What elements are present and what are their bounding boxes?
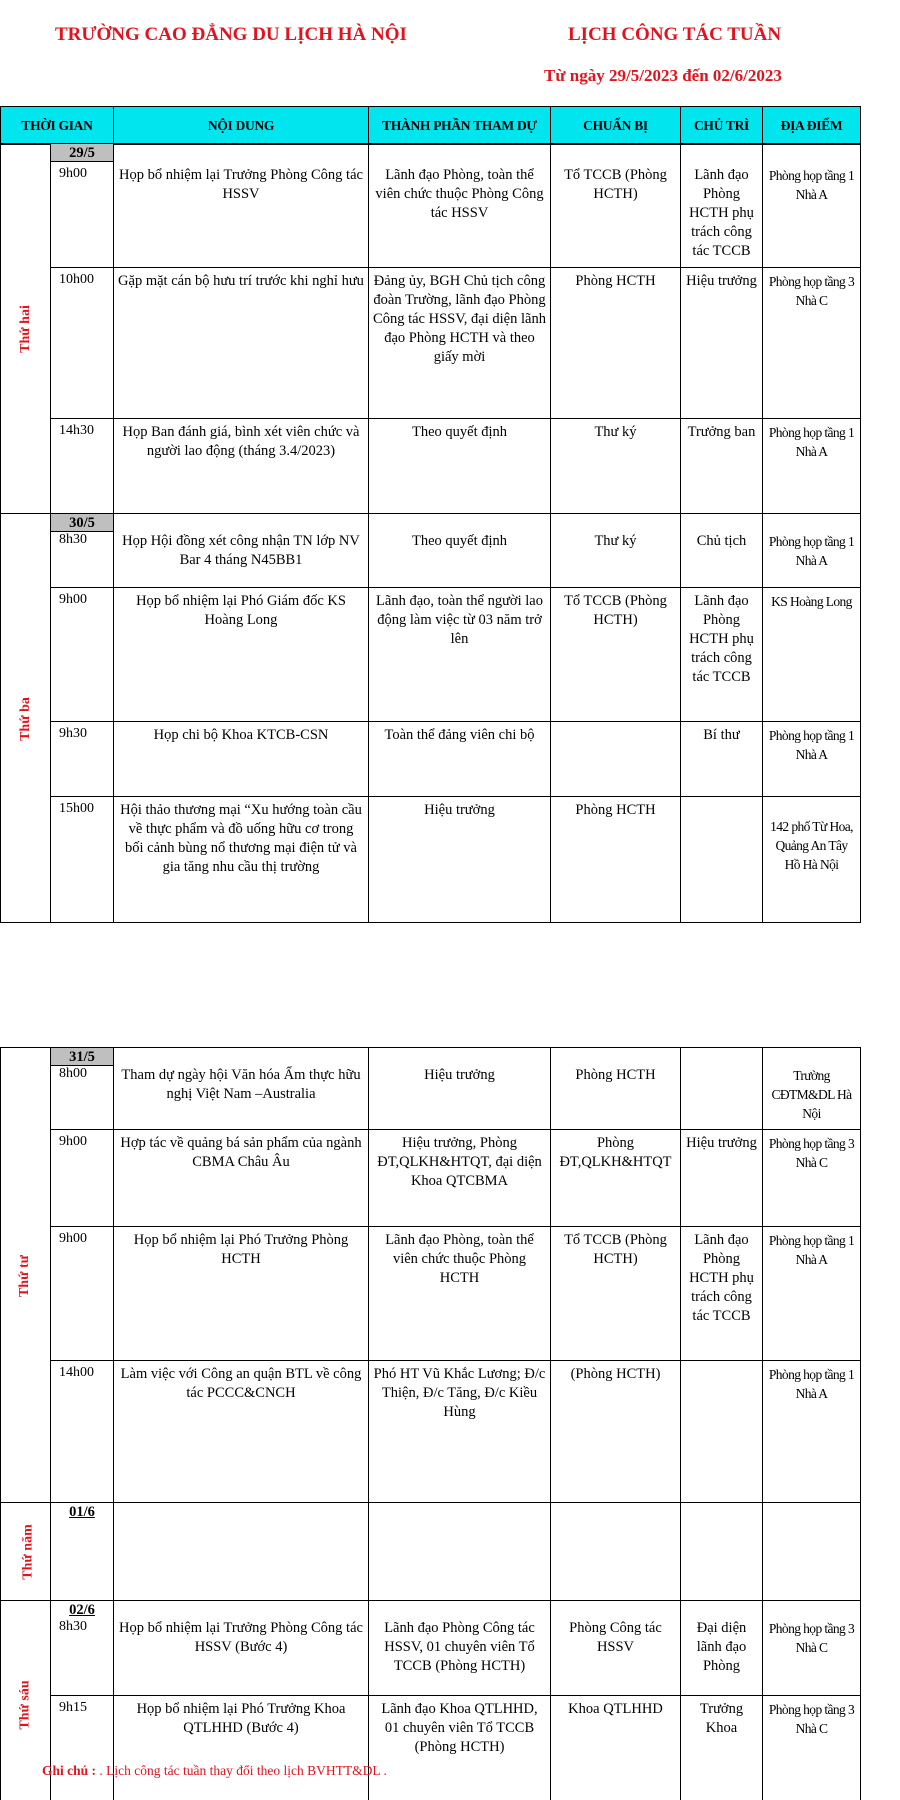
column-header-content: NỘI DUNG	[114, 107, 369, 145]
event-content: Họp chi bộ Khoa KTCB-CSN	[114, 722, 369, 797]
schedule-table-part-1	[0, 106, 861, 145]
date-tag: 31/5	[51, 1048, 113, 1066]
event-preparation: Phòng ĐT,QLKH&HTQT	[551, 1130, 681, 1227]
day-cell-monday	[1, 144, 51, 514]
event-chair: Bí thư	[681, 722, 763, 797]
event-chair	[681, 797, 763, 923]
time-cell	[51, 419, 114, 514]
time-cell	[51, 1048, 114, 1130]
document-title: LỊCH CÔNG TÁC TUẦN	[568, 24, 782, 45]
event-chair: Hiệu trưởng	[681, 268, 763, 419]
event-location: KS Hoàng Long	[763, 588, 861, 722]
time-cell	[51, 588, 114, 722]
table-row	[1, 268, 861, 419]
event-time: 9h00	[59, 1134, 87, 1149]
day-cell-tuesday	[1, 514, 51, 923]
day-cell-wednesday	[1, 1048, 51, 1503]
event-time: 14h00	[59, 1365, 94, 1380]
event-location: Trường CĐTM&DL Hà Nội	[763, 1048, 861, 1130]
event-content: Gặp mặt cán bộ hưu trí trước khi nghỉ hưu	[114, 268, 369, 419]
event-location: Phòng họp tầng 1 Nhà A	[763, 419, 861, 514]
table-row	[1, 797, 861, 923]
event-content: Họp Hội đồng xét công nhận TN lớp NV Bar 4 tháng N45BB1	[114, 514, 369, 588]
time-cell	[51, 1361, 114, 1503]
event-preparation: Phòng HCTH	[551, 268, 681, 419]
event-time: 9h15	[59, 1700, 87, 1715]
table-row	[1, 514, 861, 588]
event-participants: Hiệu trưởng	[369, 1048, 551, 1130]
event-chair: Lãnh đạo Phòng HCTH phụ trách công tác TCCB	[681, 144, 763, 268]
time-cell	[51, 144, 114, 268]
event-participants: Hiệu trưởng	[369, 797, 551, 923]
event-participants: Lãnh đạo, toàn thể người lao động làm việc từ 03 năm trở lên	[369, 588, 551, 722]
time-cell	[51, 722, 114, 797]
event-time: 9h00	[59, 166, 87, 181]
event-chair: Trưởng Khoa	[681, 1696, 763, 1800]
event-participants: Đảng ủy, BGH Chủ tịch công đoàn Trường, lãnh đạo Phòng Công tác HSSV, đại diện lãnh đạo Phòng HCTH và theo giấy mời	[369, 268, 551, 419]
event-content: Hợp tác về quảng bá sản phẩm của ngành CBMA Châu Âu	[114, 1130, 369, 1227]
day-cell-thursday	[1, 1503, 51, 1601]
table-row	[1, 1048, 861, 1130]
table-row	[1, 588, 861, 722]
event-content: Họp bổ nhiệm lại Trưởng Phòng Công tác HSSV	[114, 144, 369, 268]
event-location: Phòng họp tầng 1 Nhà A	[763, 722, 861, 797]
time-cell	[51, 268, 114, 419]
event-content: Hội thảo thương mại “Xu hướng toàn cầu về thực phẩm và đồ uống hữu cơ trong bối cảnh bùng nổ thương mại điện tử và gia tăng nhu cầu thị trường	[114, 797, 369, 923]
event-chair	[681, 1048, 763, 1130]
time-cell	[51, 1227, 114, 1361]
day-label: Thứ sáu	[17, 1680, 33, 1730]
event-content: Tham dự ngày hội Văn hóa Ẩm thực hữu nghị Việt Nam –Australia	[114, 1048, 369, 1130]
table-row	[1, 1361, 861, 1503]
page-header	[0, 0, 900, 100]
column-header-time: THỜI GIAN	[1, 107, 114, 145]
event-content: Họp bổ nhiệm lại Phó Trưởng Phòng HCTH	[114, 1227, 369, 1361]
event-participants: Theo quyết định	[369, 419, 551, 514]
date-tag: 02/6	[69, 1602, 95, 1618]
event-content: Họp bổ nhiệm lại Phó Trưởng Khoa QTLHHD (Bước 4)	[114, 1696, 369, 1800]
event-time: 15h00	[59, 801, 94, 816]
footer-note	[42, 1763, 387, 1779]
event-content: Họp bổ nhiệm lại Phó Giám đốc KS Hoàng Long	[114, 588, 369, 722]
event-preparation: Tổ TCCB (Phòng HCTH)	[551, 588, 681, 722]
event-chair	[681, 1361, 763, 1503]
table-row	[1, 144, 861, 268]
time-cell	[51, 1696, 114, 1800]
event-chair: Hiệu trưởng	[681, 1130, 763, 1227]
column-header-chair: CHỦ TRÌ	[681, 107, 763, 145]
date-tag: 29/5	[51, 144, 113, 162]
date-tag: 01/6	[69, 1504, 95, 1520]
note-label: Ghi chú :	[42, 1763, 97, 1778]
event-preparation: (Phòng HCTH)	[551, 1361, 681, 1503]
event-time: 8h00	[59, 1066, 87, 1081]
event-location: 142 phố Từ Hoa, Quảng An Tây Hồ Hà Nội	[763, 797, 861, 923]
event-location: Phòng họp tầng 3 Nhà C	[763, 268, 861, 419]
day-label: Thứ hai	[17, 305, 33, 353]
day-label: Thứ tư	[17, 1254, 33, 1297]
event-participants: Hiệu trưởng, Phòng ĐT,QLKH&HTQT, đại diện Khoa QTCBMA	[369, 1130, 551, 1227]
event-location: Phòng họp tầng 1 Nhà A	[763, 1227, 861, 1361]
column-header-preparation: CHUẨN BỊ	[551, 107, 681, 145]
event-location: Phòng họp tầng 3 Nhà C	[763, 1601, 861, 1696]
event-time: 10h00	[59, 272, 94, 287]
schedule-body-part-1	[0, 143, 861, 923]
table-row	[1, 1130, 861, 1227]
time-cell	[51, 514, 114, 588]
table-row	[1, 1503, 861, 1601]
event-preparation: Tổ TCCB (Phòng HCTH)	[551, 1227, 681, 1361]
event-participants: Lãnh đạo Khoa QTLHHD, 01 chuyên viên Tổ TCCB (Phòng HCTH)	[369, 1696, 551, 1800]
event-preparation: Khoa QTLHHD	[551, 1696, 681, 1800]
table-row	[1, 419, 861, 514]
empty-cell	[369, 1503, 551, 1601]
event-time: 8h30	[59, 532, 87, 547]
event-preparation: Phòng Công tác HSSV	[551, 1601, 681, 1696]
event-participants: Toàn thể đảng viên chi bộ	[369, 722, 551, 797]
event-participants: Lãnh đạo Phòng Công tác HSSV, 01 chuyên viên Tổ TCCB (Phòng HCTH)	[369, 1601, 551, 1696]
table-row	[1, 1227, 861, 1361]
event-time: 9h00	[59, 1231, 87, 1246]
event-content: Họp bổ nhiệm lại Trưởng Phòng Công tác HSSV (Bước 4)	[114, 1601, 369, 1696]
table-row	[1, 722, 861, 797]
date-tag: 30/5	[51, 514, 113, 532]
event-chair: Lãnh đạo Phòng HCTH phụ trách công tác TCCB	[681, 588, 763, 722]
event-location: Phòng họp tầng 3 Nhà C	[763, 1696, 861, 1800]
day-label: Thứ năm	[20, 1524, 36, 1580]
time-cell	[51, 797, 114, 923]
event-chair: Lãnh đạo Phòng HCTH phụ trách công tác TCCB	[681, 1227, 763, 1361]
empty-cell	[551, 1503, 681, 1601]
event-location: Phòng họp tầng 3 Nhà C	[763, 1130, 861, 1227]
event-content: Họp Ban đánh giá, bình xét viên chức và người lao động (tháng 3.4/2023)	[114, 419, 369, 514]
event-participants: Phó HT Vũ Khắc Lương; Đ/c Thiện, Đ/c Tăng, Đ/c Kiều Hùng	[369, 1361, 551, 1503]
event-preparation	[551, 722, 681, 797]
event-preparation: Thư ký	[551, 419, 681, 514]
event-chair: Đại diện lãnh đạo Phòng	[681, 1601, 763, 1696]
event-chair: Chủ tịch	[681, 514, 763, 588]
empty-cell	[114, 1503, 369, 1601]
event-time: 14h30	[59, 423, 94, 438]
event-preparation: Phòng HCTH	[551, 1048, 681, 1130]
event-time: 8h30	[59, 1619, 87, 1634]
time-cell	[51, 1601, 114, 1696]
schedule-body-part-2	[0, 1047, 861, 1800]
table-row	[1, 1601, 861, 1696]
event-content: Làm việc với Công an quận BTL về công tác PCCC&CNCH	[114, 1361, 369, 1503]
empty-cell	[763, 1503, 861, 1601]
school-name: TRƯỜNG CAO ĐẲNG DU LỊCH HÀ NỘI	[55, 24, 407, 45]
event-location: Phòng họp tầng 1 Nhà A	[763, 144, 861, 268]
time-cell	[51, 1130, 114, 1227]
event-participants: Theo quyết định	[369, 514, 551, 588]
day-label: Thứ ba	[17, 696, 33, 741]
event-location: Phòng họp tầng 1 Nhà A	[763, 1361, 861, 1503]
table-header-row	[1, 107, 861, 145]
event-participants: Lãnh đạo Phòng, toàn thể viên chức thuộc Phòng Công tác HSSV	[369, 144, 551, 268]
column-header-participants: THÀNH PHẦN THAM DỰ	[369, 107, 551, 145]
time-cell	[51, 1503, 114, 1601]
column-header-location: ĐỊA ĐIỂM	[763, 107, 861, 145]
event-preparation: Tổ TCCB (Phòng HCTH)	[551, 144, 681, 268]
empty-cell	[681, 1503, 763, 1601]
event-preparation: Phòng HCTH	[551, 797, 681, 923]
table-row	[1, 1696, 861, 1800]
event-location: Phòng họp tầng 1 Nhà A	[763, 514, 861, 588]
event-chair: Trưởng ban	[681, 419, 763, 514]
note-text: . Lịch công tác tuần thay đổi theo lịch BVHTT&DL .	[99, 1763, 387, 1778]
date-range: Từ ngày 29/5/2023 đến 02/6/2023	[544, 66, 782, 85]
event-preparation: Thư ký	[551, 514, 681, 588]
event-participants: Lãnh đạo Phòng, toàn thể viên chức thuộc Phòng HCTH	[369, 1227, 551, 1361]
event-time: 9h30	[59, 726, 87, 741]
event-time: 9h00	[59, 592, 87, 607]
